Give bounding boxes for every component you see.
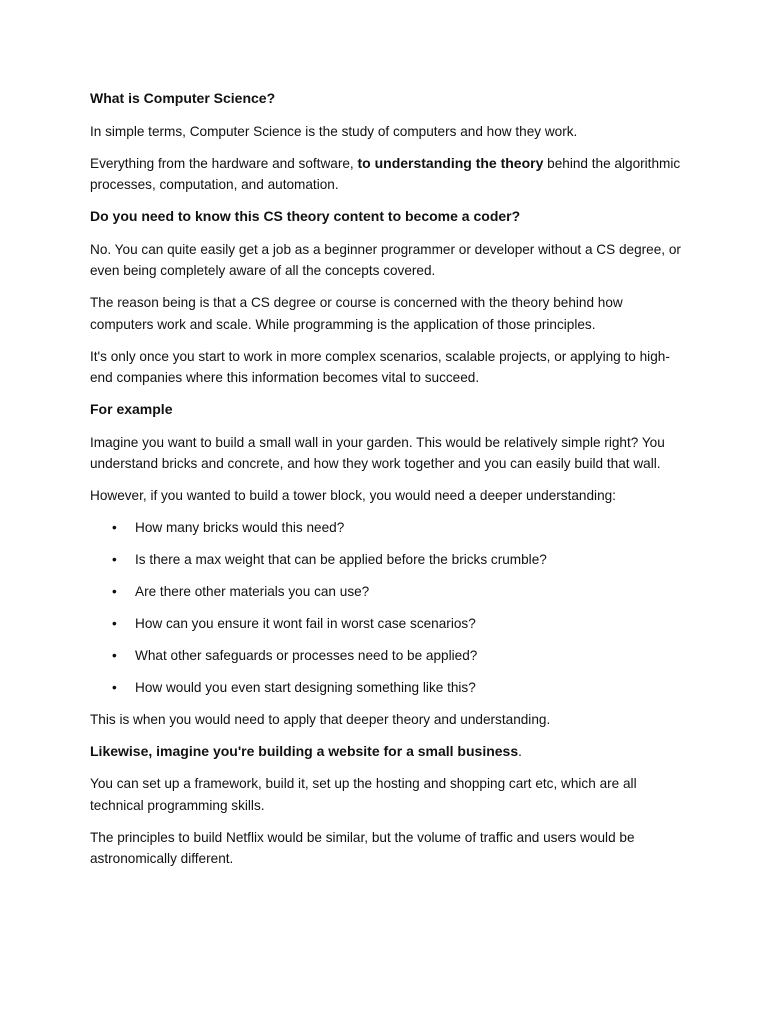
bullet-icon: • <box>112 552 117 567</box>
bullet-icon: • <box>112 680 117 695</box>
paragraph-definition: In simple terms, Computer Science is the study of computers and how they work. <box>90 123 578 139</box>
heading-need-cs-theory: Do you need to know this CS theory content to become a coder? <box>90 208 521 224</box>
paragraph-no-degree: No. You can quite easily get a job as a beginner programmer or developer without a CS degree, or even being completely aware of all the concepts covered. <box>90 241 681 278</box>
document-page <box>90 88 682 880</box>
list-item-text: Is there a max weight that can be applied before the bricks crumble? <box>135 552 547 567</box>
list-item-text: How many bricks would this need? <box>135 520 345 535</box>
heading-likewise-period: . <box>518 744 522 759</box>
bullet-icon: • <box>112 616 117 631</box>
list-item-text: How would you even start designing something like this? <box>135 680 476 695</box>
list-item <box>90 517 682 539</box>
heading-for-example: For example <box>90 401 173 417</box>
bullet-icon: • <box>112 584 117 599</box>
list-item <box>90 645 682 667</box>
emphasis-understanding-theory: to understanding the theory <box>357 154 544 171</box>
bullet-icon: • <box>112 648 117 663</box>
list-item <box>90 677 682 699</box>
list-item <box>90 613 682 635</box>
list-item-text: How can you ensure it wont fail in worst case scenarios? <box>135 616 476 631</box>
list-item-text: Are there other materials you can use? <box>135 584 370 599</box>
paragraph-netflix: The principles to build Netflix would be similar, but the volume of traffic and users would be astronomically different. <box>90 829 635 866</box>
paragraph-likewise <box>90 741 682 763</box>
paragraph-reason: The reason being is that a CS degree or course is concerned with the theory behind how computers work and scale. While programming is the application of those principles. <box>90 295 623 332</box>
heading-likewise-website: Likewise, imagine you're building a website for a small business <box>90 743 519 759</box>
list-item <box>90 549 682 571</box>
list-item-text: What other safeguards or processes need to be applied? <box>135 648 478 663</box>
paragraph-small-wall: Imagine you want to build a small wall in your garden. This would be relatively simple right? You understand bricks and concrete, and how they work together and you can easily build that wall. <box>90 434 665 471</box>
paragraph-everything-end: behind the algorithmic processes, computation, and automation. <box>90 155 681 192</box>
heading-what-is-cs: What is Computer Science? <box>90 90 276 106</box>
bullet-icon: • <box>112 520 117 535</box>
paragraph-tower-block: However, if you wanted to build a tower block, you would need a deeper understanding: <box>90 488 616 503</box>
paragraph-framework: You can set up a framework, build it, set up the hosting and shopping cart etc, which are all technical programming skills. <box>90 776 637 813</box>
list-item <box>90 581 682 603</box>
paragraph-everything-start: Everything from the hardware and software, <box>90 155 358 171</box>
bullet-list-questions <box>90 517 682 699</box>
paragraph-deeper-theory: This is when you would need to apply that deeper theory and understanding. <box>90 712 551 727</box>
paragraph-everything <box>90 153 682 196</box>
paragraph-complex-scenarios: It's only once you start to work in more complex scenarios, scalable projects, or applying to high-end companies where this information becomes vital to succeed. <box>90 348 670 385</box>
